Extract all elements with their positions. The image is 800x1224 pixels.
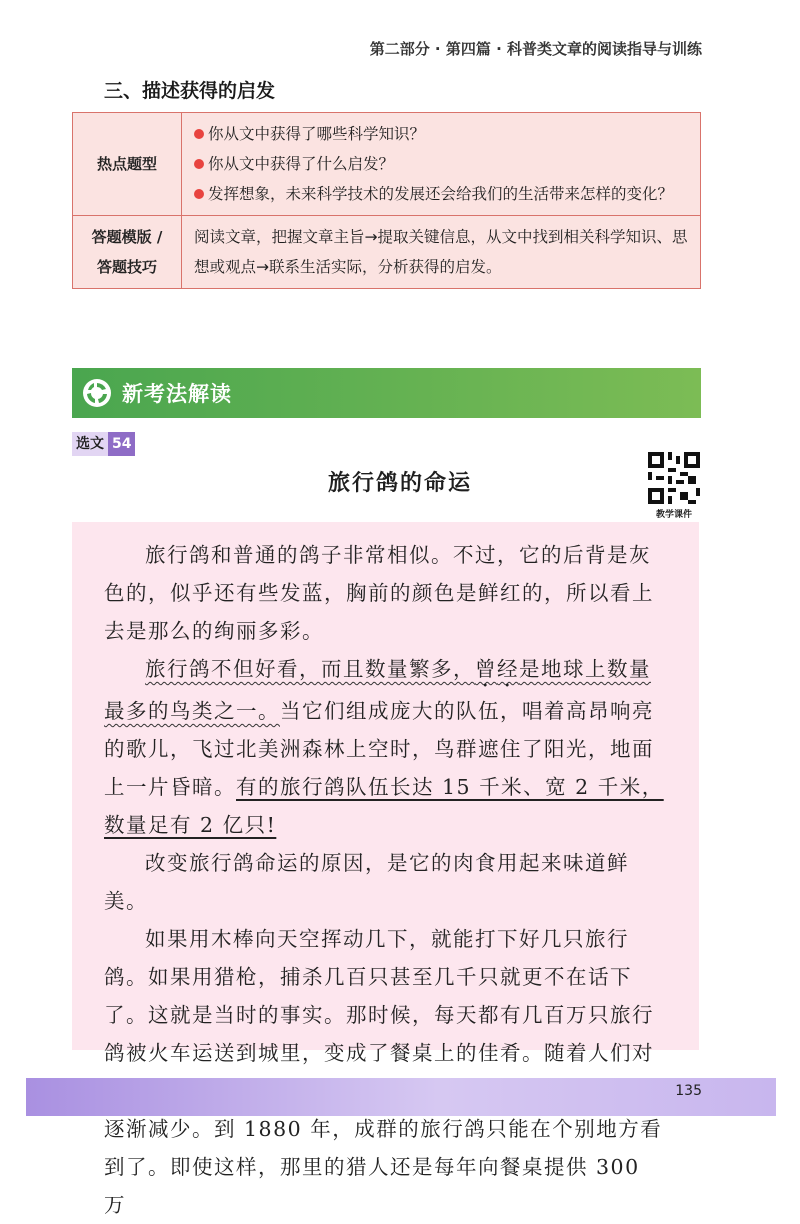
selection-label: 选文 [72, 432, 108, 456]
question-item: 你从文中获得了哪些科学知识？ [194, 119, 690, 149]
qr-code-icon [648, 452, 700, 504]
selection-number: 54 [108, 432, 135, 456]
emphasized-char: 曾 [475, 657, 497, 681]
tips-label-question-types: 热点题型 [73, 113, 182, 215]
bullet-dot-icon [194, 159, 204, 169]
selection-tag [72, 432, 135, 456]
running-header: 第二部分 · 第四篇 · 科普类文章的阅读指导与训练 [369, 40, 702, 58]
footer-band [26, 1078, 776, 1116]
paragraph: 改变旅行鸽命运的原因，是它的肉食用起来味道鲜美。 [104, 851, 629, 913]
bullet-dot-icon [194, 129, 204, 139]
paragraph: 如果用木棒向天空挥动几下，就能打下好几只旅行鸽。如果用猎枪，捕杀几百只甚至几千只就更不在话下了。这就是当时的事实。那时候，每天都有几百万只旅行鸽被火车运送到城里，变成了餐桌上的佳肴。随着人们对 逐渐减少。到 1880 年，成群的旅行鸽只能在个别地方看到了。即使这样，那里的猎人还是每年向餐桌提供 300 万 [104, 927, 663, 1217]
section-title: 三、描述获得的启发 [104, 80, 276, 102]
tips-label-answer-template: 答题模版 / 答题技巧 [73, 216, 182, 288]
question-item: 你从文中获得了什么启发？ [194, 149, 690, 179]
article-title: 旅行鸽的命运 [327, 471, 472, 496]
wavy-underlined-text: 旅行鸽不但好看，而且数量繁多， [145, 657, 475, 681]
wavy-underlined-text: 是地球上数量最多的鸟类之一。 [104, 657, 651, 723]
question-list [182, 113, 700, 215]
section-band [72, 368, 701, 418]
paragraph [104, 650, 669, 844]
paragraph: 旅行鸽和普通的鸽子非常相似。不过，它的后背是灰色的，似乎还有些发蓝，胸前的颜色是鲜红的，所以看上去是那么的绚丽多彩。 [104, 543, 654, 643]
refresh-cycle-icon [82, 378, 112, 408]
page-number: 135 [675, 1083, 702, 1099]
tips-row-answer-template [73, 215, 700, 288]
bullet-dot-icon [194, 189, 204, 199]
qr-code[interactable] [646, 452, 702, 520]
question-item: 发挥想象，未来科学技术的发展还会给我们的生活带来怎样的变化？ [194, 179, 690, 209]
qr-caption: 教学课件 [655, 510, 692, 520]
emphasized-char: 经 [497, 657, 519, 681]
tips-table [72, 112, 701, 289]
band-title: 新考法解读 [122, 382, 232, 406]
answer-template-text: 阅读文章，把握文章主旨→提取关键信息，从文中找到相关科学知识、思想或观点→联系生活实际，分析获得的启发。 [194, 228, 688, 276]
tips-row-question-types [73, 113, 700, 215]
plain-text: 当它们组成庞大的队伍，唱着高昂响亮的歌儿，飞过北美洲森林上空时，鸟群遮住了阳光，地面上一片昏暗。 [104, 699, 654, 799]
underlined-text: 有的旅行鸽队伍长达 15 千米、宽 2 千米，数量足有 2 亿只! [104, 775, 664, 837]
